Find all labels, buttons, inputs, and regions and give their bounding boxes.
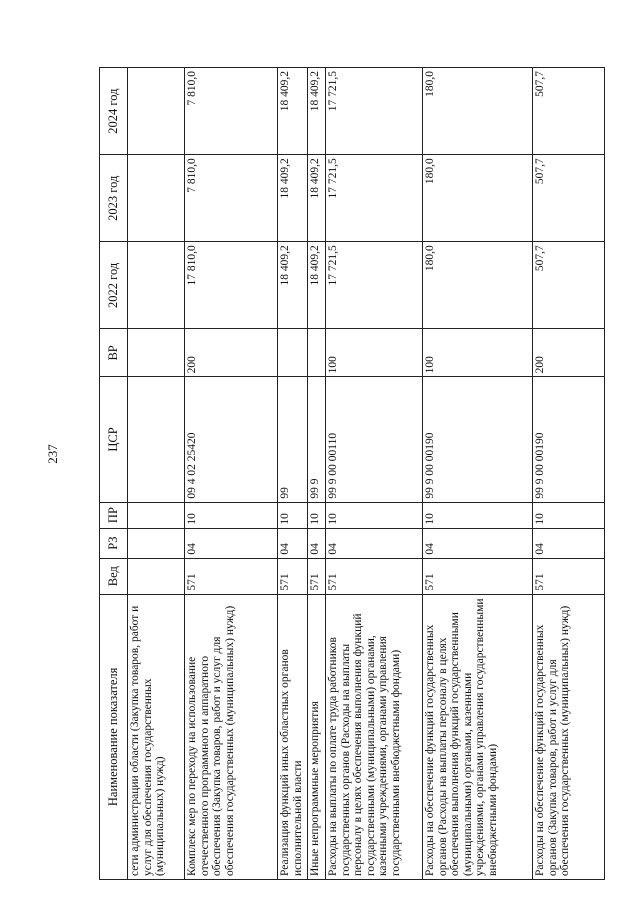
header-csr: ЦСР bbox=[100, 377, 128, 502]
cell-2022: 18 409,2 bbox=[308, 242, 326, 329]
cell-name: Расходы на выплаты по оплате труда работников государственных органов (Расходы на выплаты персоналу в целях обеспечения выполнения функций государственными (муниципальными) органами, казенными учреждениями, органами управления государственными внебюджетными фондами) bbox=[326, 594, 423, 879]
cell-2024: 180,0 bbox=[423, 68, 533, 155]
cell-vr: 100 bbox=[423, 329, 533, 377]
header-2024: 2024 год bbox=[100, 68, 128, 155]
cell-vr bbox=[278, 329, 308, 377]
cell-ved: 571 bbox=[185, 558, 278, 594]
cell-2022: 17 810,0 bbox=[185, 242, 278, 329]
cell-name: Комплекс мер по переходу на использование отечественного программного и аппаратного обеспечения (Закупка товаров, работ и услуг для обеспечения государственных (муниципальных) нужд) bbox=[185, 594, 278, 879]
cell-ved: 571 bbox=[308, 558, 326, 594]
cell-rz: 04 bbox=[326, 528, 423, 558]
cell-name: Расходы на обеспечение функций государственных органов (Расходы на выплаты персоналу в целях обеспечения выполнения функций государственными (муниципальными) органами, казенными учреждениями, органами управления государственными внебюджетными фондами) bbox=[423, 594, 533, 879]
cell-2023: 7 810,0 bbox=[185, 155, 278, 242]
cell-2022: 18 409,2 bbox=[278, 242, 308, 329]
cell-pr: 10 bbox=[533, 502, 605, 528]
header-row bbox=[100, 68, 128, 880]
cell-rz: 04 bbox=[185, 528, 278, 558]
table-row bbox=[278, 68, 308, 880]
cell-rz: 04 bbox=[278, 528, 308, 558]
cell-2022: 180,0 bbox=[423, 242, 533, 329]
cell-name: сети администрации области (Закупка товаров, работ и услуг для обеспечения государственных (муниципальных) нужд) bbox=[128, 594, 185, 879]
cell-vr: 200 bbox=[533, 329, 605, 377]
cell-rz: 04 bbox=[533, 528, 605, 558]
cell-2022: 17 721,5 bbox=[326, 242, 423, 329]
cell-2024: 507,7 bbox=[533, 68, 605, 155]
cell-name: Реализация функций иных областных органов исполнительной власти bbox=[278, 594, 308, 879]
cell-pr: 10 bbox=[278, 502, 308, 528]
table-row bbox=[308, 68, 326, 880]
cell-2023: 507,7 bbox=[533, 155, 605, 242]
cell-2023: 180,0 bbox=[423, 155, 533, 242]
header-rz: РЗ bbox=[100, 528, 128, 558]
header-ved: Вед bbox=[100, 558, 128, 594]
header-pr: ПР bbox=[100, 502, 128, 528]
cell-pr: 10 bbox=[326, 502, 423, 528]
table-row bbox=[185, 68, 278, 880]
cell-2024: 17 721,5 bbox=[326, 68, 423, 155]
cell-2024 bbox=[128, 68, 185, 155]
cell-ved: 571 bbox=[533, 558, 605, 594]
cell-name: Расходы на обеспечение функций государственных органов (Закупка товаров, работ и услуг для обеспечения государственных (муниципальных) нужд) bbox=[533, 594, 605, 879]
header-vr: ВР bbox=[100, 329, 128, 377]
cell-ved: 571 bbox=[326, 558, 423, 594]
cell-pr bbox=[128, 502, 185, 528]
cell-vr: 100 bbox=[326, 329, 423, 377]
cell-ved: 571 bbox=[278, 558, 308, 594]
cell-2023: 17 721,5 bbox=[326, 155, 423, 242]
cell-rz bbox=[128, 528, 185, 558]
cell-2022: 507,7 bbox=[533, 242, 605, 329]
cell-pr: 10 bbox=[308, 502, 326, 528]
cell-pr: 10 bbox=[423, 502, 533, 528]
cell-2024: 18 409,2 bbox=[278, 68, 308, 155]
cell-csr bbox=[128, 377, 185, 502]
cell-name: Иные непрограммные мероприятия bbox=[308, 594, 326, 879]
cell-2023: 18 409,2 bbox=[278, 155, 308, 242]
budget-table bbox=[99, 67, 605, 880]
table-row bbox=[423, 68, 533, 880]
cell-ved bbox=[128, 558, 185, 594]
cell-csr: 09 4 02 25420 bbox=[185, 377, 278, 502]
budget-table-rotated bbox=[99, 67, 605, 880]
cell-ved: 571 bbox=[423, 558, 533, 594]
cell-vr: 200 bbox=[185, 329, 278, 377]
cell-csr: 99 9 00 00190 bbox=[423, 377, 533, 502]
header-2022: 2022 год bbox=[100, 242, 128, 329]
cell-csr: 99 9 00 00190 bbox=[533, 377, 605, 502]
cell-2023 bbox=[128, 155, 185, 242]
cell-csr: 99 9 bbox=[308, 377, 326, 502]
cell-2024: 18 409,2 bbox=[308, 68, 326, 155]
cell-vr bbox=[128, 329, 185, 377]
cell-csr: 99 bbox=[278, 377, 308, 502]
page-number: 237 bbox=[44, 444, 60, 464]
cell-vr bbox=[308, 329, 326, 377]
header-name: Наименование показателя bbox=[100, 594, 128, 879]
cell-2023: 18 409,2 bbox=[308, 155, 326, 242]
cell-pr: 10 bbox=[185, 502, 278, 528]
table-row bbox=[533, 68, 605, 880]
cell-csr: 99 9 00 00110 bbox=[326, 377, 423, 502]
header-2023: 2023 год bbox=[100, 155, 128, 242]
cell-rz: 04 bbox=[308, 528, 326, 558]
table-row bbox=[326, 68, 423, 880]
cell-rz: 04 bbox=[423, 528, 533, 558]
cell-2024: 7 810,0 bbox=[185, 68, 278, 155]
table-row bbox=[128, 68, 185, 880]
cell-2022 bbox=[128, 242, 185, 329]
